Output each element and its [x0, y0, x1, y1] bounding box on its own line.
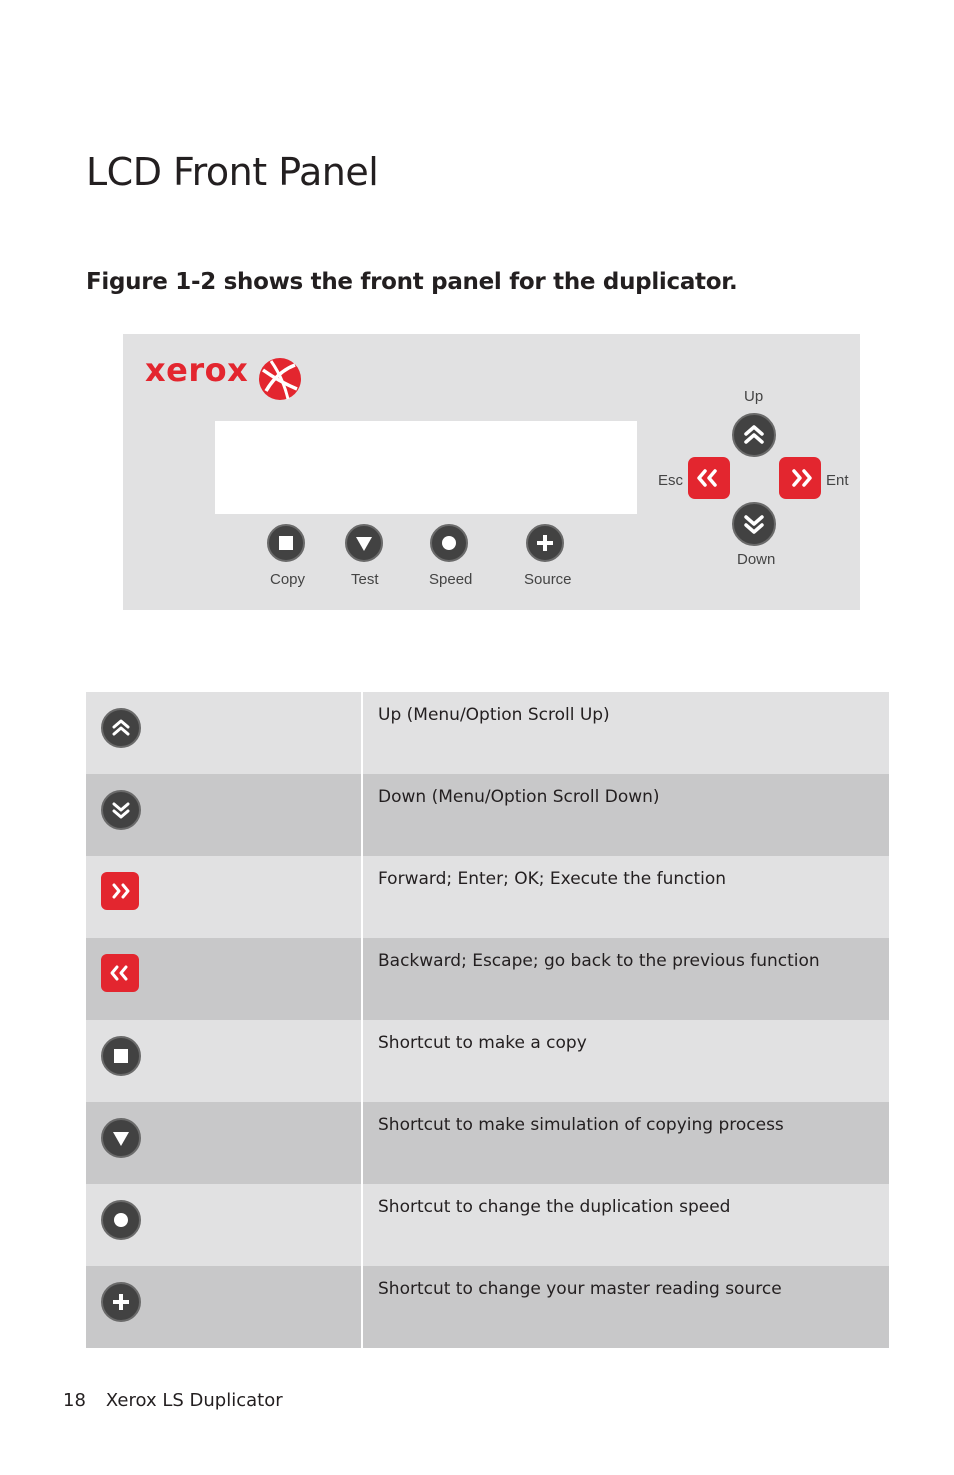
table-cell-description: Shortcut to make simulation of copying process	[378, 1115, 784, 1135]
triangle-down-icon	[347, 526, 381, 560]
esc-label: Esc	[658, 472, 684, 489]
test-label: Test	[351, 571, 379, 588]
table-row	[86, 1020, 889, 1102]
backward-escape-icon	[688, 457, 730, 499]
table-row	[86, 1102, 889, 1184]
double-chevron-up-icon	[734, 415, 774, 455]
speed-button[interactable]	[430, 524, 468, 562]
plus-icon	[101, 1282, 141, 1322]
ent-button[interactable]	[779, 457, 821, 499]
plus-icon	[528, 526, 562, 560]
table-row	[86, 856, 889, 938]
front-panel-figure	[123, 334, 860, 610]
xerox-logo-text: xerox	[145, 351, 249, 389]
double-chevron-down-icon	[734, 504, 774, 544]
record-dot-icon	[101, 1200, 141, 1240]
double-chevron-down-icon	[101, 790, 141, 830]
up-label: Up	[744, 388, 764, 405]
table-cell-description: Backward; Escape; go back to the previous function	[378, 951, 820, 971]
table-row	[86, 774, 889, 856]
table-cell-description: Up (Menu/Option Scroll Up)	[378, 705, 610, 725]
page-title: LCD Front Panel	[86, 150, 379, 194]
page-number: 18	[63, 1390, 86, 1411]
xerox-logo-icon	[257, 356, 303, 402]
table-row	[86, 1266, 889, 1348]
triangle-down-icon	[101, 1118, 141, 1158]
figure-caption: Figure 1-2 shows the front panel for the duplicator.	[86, 269, 738, 295]
stop-square-icon	[101, 1036, 141, 1076]
table-cell-description: Down (Menu/Option Scroll Down)	[378, 787, 660, 807]
test-button[interactable]	[345, 524, 383, 562]
double-chevron-up-icon	[101, 708, 141, 748]
copy-label: Copy	[270, 571, 306, 588]
table-cell-description: Forward; Enter; OK; Execute the function	[378, 869, 727, 889]
table-row	[86, 692, 889, 774]
button-legend-table	[86, 692, 889, 1348]
source-button[interactable]	[526, 524, 564, 562]
table-cell-description: Shortcut to make a copy	[378, 1033, 587, 1053]
stop-square-icon	[269, 526, 303, 560]
table-row	[86, 1184, 889, 1266]
copy-button[interactable]	[267, 524, 305, 562]
forward-enter-icon	[101, 872, 139, 910]
table-cell-description: Shortcut to change your master reading source	[378, 1279, 782, 1299]
table-row	[86, 938, 889, 1020]
backward-escape-icon	[101, 954, 139, 992]
page-footer	[63, 1388, 283, 1414]
footer-product-name: Xerox LS Duplicator	[105, 1390, 283, 1411]
up-button[interactable]	[732, 413, 776, 457]
ent-label: Ent	[826, 472, 849, 489]
down-label: Down	[737, 551, 776, 568]
down-button[interactable]	[732, 502, 776, 546]
table-cell-description: Shortcut to change the duplication speed	[378, 1197, 731, 1217]
speed-label: Speed	[429, 571, 473, 588]
source-label: Source	[524, 571, 572, 588]
esc-button[interactable]	[688, 457, 730, 499]
record-dot-icon	[432, 526, 466, 560]
lcd-display	[215, 421, 637, 514]
forward-enter-icon	[779, 457, 821, 499]
